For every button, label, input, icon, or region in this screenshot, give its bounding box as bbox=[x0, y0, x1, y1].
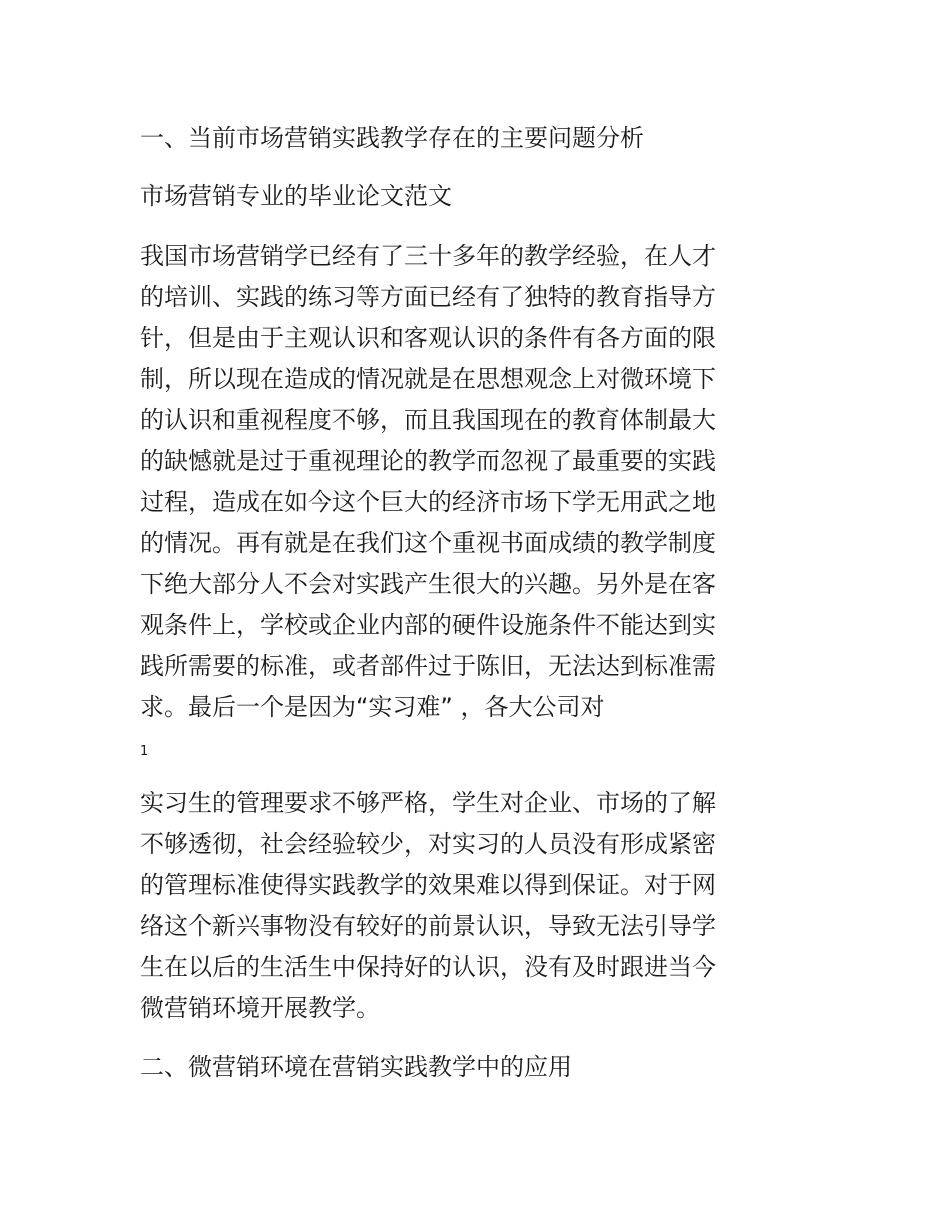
paragraph-line: 下绝大部分人不会对实践产生很大的兴趣。另外是在客 bbox=[140, 570, 716, 598]
page-number: 1 bbox=[140, 744, 149, 759]
paragraph-2 bbox=[140, 783, 800, 1029]
paragraph-line: 过程，造成在如今这个巨大的经济市场下学无用武之地 bbox=[140, 488, 716, 516]
paragraph-line: 生在以后的生活生中保持好的认识，没有及时跟进当今 bbox=[140, 953, 716, 981]
paragraph-line: 不够透彻，社会经验较少，对实习的人员没有形成紧密 bbox=[140, 830, 716, 858]
paragraph-1 bbox=[140, 236, 800, 728]
section-heading-2: 二、微营销环境在营销实践教学中的应用 bbox=[140, 1053, 572, 1081]
paragraph-line: 观条件上，学校或企业内部的硬件设施条件不能达到实 bbox=[140, 611, 716, 639]
paragraph-line: 实习生的管理要求不够严格，学生对企业、市场的了解 bbox=[140, 789, 716, 817]
paragraph-line: 的缺憾就是过于重视理论的教学而忽视了最重要的实践 bbox=[140, 447, 716, 475]
paragraph-line: 的管理标准使得实践教学的效果难以得到保证。对于网 bbox=[140, 871, 716, 899]
paragraph-line: 制，所以现在造成的情况就是在思想观念上对微环境下 bbox=[140, 365, 716, 393]
paragraph-line: 微营销环境开展教学。 bbox=[140, 994, 380, 1022]
paragraph-line: 针，但是由于主观认识和客观认识的条件有各方面的限 bbox=[140, 324, 716, 352]
document-title: 市场营销专业的毕业论文范文 bbox=[140, 182, 452, 210]
paragraph-line: 我国市场营销学已经有了三十多年的教学经验，在人才 bbox=[140, 242, 716, 270]
paragraph-line: 的情况。再有就是在我们这个重视书面成绩的教学制度 bbox=[140, 529, 716, 557]
paragraph-line: 络这个新兴事物没有较好的前景认识，导致无法引导学 bbox=[140, 912, 716, 940]
paragraph-line: 求。最后一个是因为“实习难” ，各大公司对 bbox=[140, 693, 605, 721]
section-heading-1: 一、当前市场营销实践教学存在的主要问题分析 bbox=[140, 124, 644, 152]
paragraph-line: 践所需要的标准，或者部件过于陈旧，无法达到标准需 bbox=[140, 652, 716, 680]
paragraph-line: 的培训、实践的练习等方面已经有了独特的教育指导方 bbox=[140, 283, 716, 311]
paragraph-line: 的认识和重视程度不够，而且我国现在的教育体制最大 bbox=[140, 406, 716, 434]
